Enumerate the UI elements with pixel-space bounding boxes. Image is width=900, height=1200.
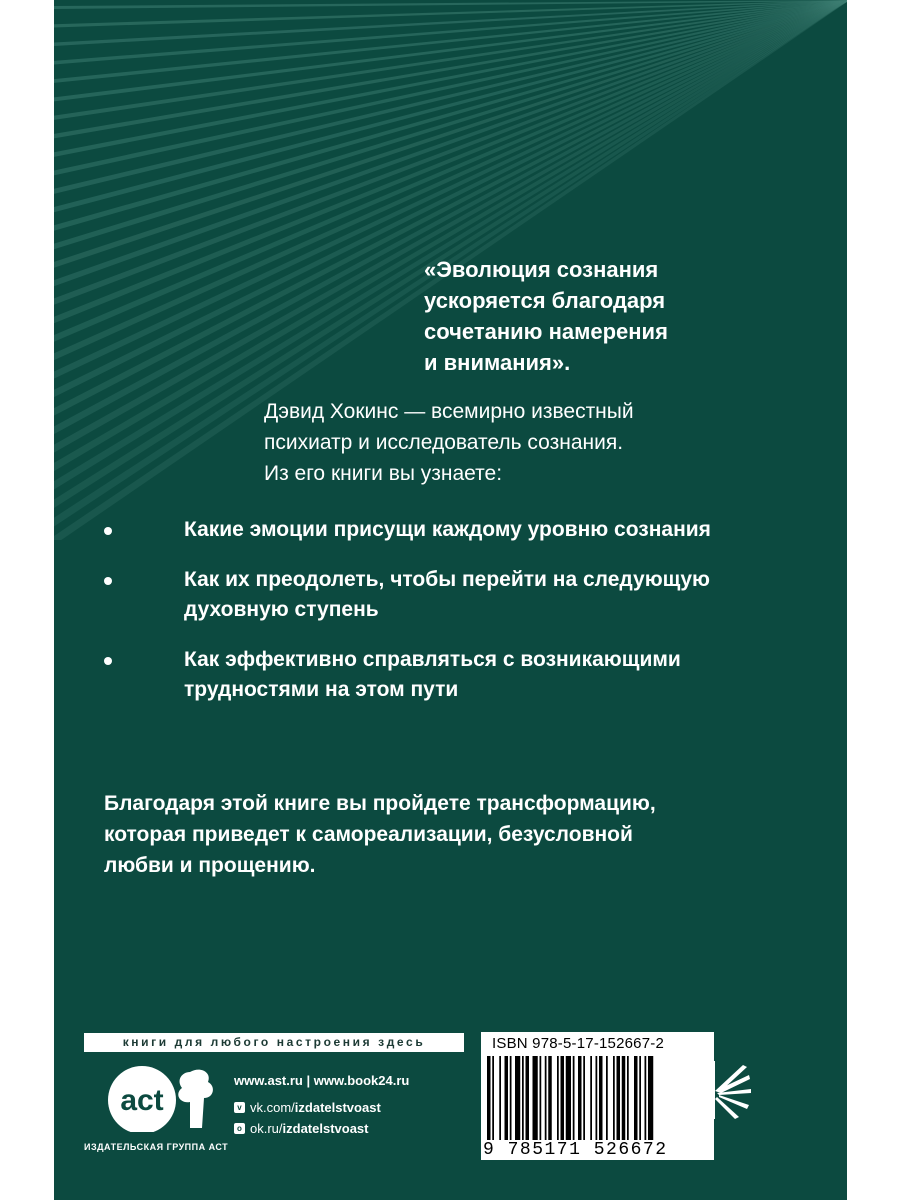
closing-text: [104, 788, 804, 881]
bullet-icon: [104, 577, 112, 585]
list-item: [104, 515, 804, 545]
ok-prefix: ok.ru/: [250, 1121, 283, 1136]
barcode-bar: [639, 1056, 641, 1140]
barcode-bar: [548, 1056, 552, 1140]
ray-line: [54, 0, 847, 194]
k-book-logo: [703, 1055, 758, 1125]
intro-line: психиатр и исследователь сознания.: [264, 431, 624, 454]
list-item-text: трудностями на этом пути: [184, 678, 459, 701]
barcode-bar: [590, 1056, 592, 1140]
barcode-bar: [634, 1056, 638, 1140]
barcode-bar: [561, 1056, 565, 1140]
ok-handle: izdatelstvoast: [282, 1121, 369, 1136]
list-item: [104, 565, 804, 625]
quote-line: ускоряется благодаря: [424, 288, 666, 313]
website-links[interactable]: www.ast.ru | www.book24.ru: [234, 1073, 410, 1088]
vk-link[interactable]: [234, 1097, 409, 1118]
intro-line: Из его книги вы узнаете:: [264, 462, 503, 485]
list-item-text: Как эффективно справляться с возникающими: [184, 648, 681, 671]
benefits-list: [104, 515, 804, 725]
barcode-bars: [487, 1056, 707, 1140]
book-back-cover: [54, 0, 847, 1200]
publisher-links: [234, 1070, 409, 1139]
ok-icon: o: [234, 1123, 245, 1134]
barcode-bar: [510, 1056, 512, 1140]
barcode-bar: [627, 1056, 629, 1140]
publisher-name: ИЗДАТЕЛЬСКАЯ ГРУППА АСТ: [84, 1142, 229, 1152]
vk-prefix: vk.com/: [250, 1100, 295, 1115]
quote-line: и внимания».: [424, 350, 571, 375]
quote: [424, 254, 824, 378]
barcode-digits: 9 785171 526672: [483, 1140, 668, 1160]
barcode-bar: [596, 1056, 598, 1140]
vk-handle: izdatelstvoast: [294, 1100, 381, 1115]
barcode-bar: [566, 1056, 571, 1140]
barcode-bar: [617, 1056, 621, 1140]
closing-line: которая приведет к самореализации, безусловной: [104, 823, 633, 846]
bullet-icon: [104, 657, 112, 665]
barcode-bar: [648, 1056, 653, 1140]
barcode-bar: [505, 1056, 509, 1140]
ray-line: [54, 0, 847, 175]
barcode-bar: [645, 1056, 647, 1140]
intro-line: Дэвид Хокинс — всемирно известный: [264, 400, 634, 423]
tagline: книги для любого настроения здесь: [84, 1033, 464, 1052]
closing-line: Благодаря этой книге вы пройдете трансформацию,: [104, 792, 656, 815]
barcode-bar: [522, 1056, 524, 1140]
isbn-barcode: [481, 1032, 714, 1160]
logo-text: act: [120, 1084, 164, 1117]
barcode-bar: [573, 1056, 575, 1140]
barcode-bar: [557, 1056, 559, 1140]
barcode-bar: [533, 1056, 538, 1140]
barcode-bar: [487, 1056, 491, 1140]
author-intro: [264, 396, 824, 489]
vk-icon: v: [234, 1102, 245, 1113]
barcode-bar: [599, 1056, 603, 1140]
barcode-bar: [515, 1056, 520, 1140]
list-item-text: Какие эмоции присущи каждому уровню сознания: [184, 518, 711, 541]
barcode-bar: [578, 1056, 582, 1140]
barcode-bar: [613, 1056, 615, 1140]
closing-line: любви и прощению.: [104, 854, 316, 877]
quote-line: сочетанию намерения: [424, 319, 668, 344]
barcode-bar: [583, 1056, 585, 1140]
ok-link[interactable]: [234, 1118, 409, 1139]
barcode-bar: [606, 1056, 608, 1140]
bullet-icon: [104, 527, 112, 535]
list-item-text: Как их преодолеть, чтобы перейти на следующую: [184, 568, 710, 591]
barcode-bar: [526, 1056, 530, 1140]
barcode-bar: [499, 1056, 501, 1140]
barcode-bar: [540, 1056, 542, 1140]
barcode-bar: [492, 1056, 494, 1140]
barcode-bar: [622, 1056, 626, 1140]
isbn-number: ISBN 978-5-17-152667-2: [492, 1035, 665, 1052]
list-item: [104, 645, 804, 705]
list-item-text: духовную ступень: [184, 598, 379, 621]
quote-line: «Эволюция сознания: [424, 257, 659, 282]
ast-logo: [104, 1062, 224, 1132]
barcode-bar: [545, 1056, 547, 1140]
